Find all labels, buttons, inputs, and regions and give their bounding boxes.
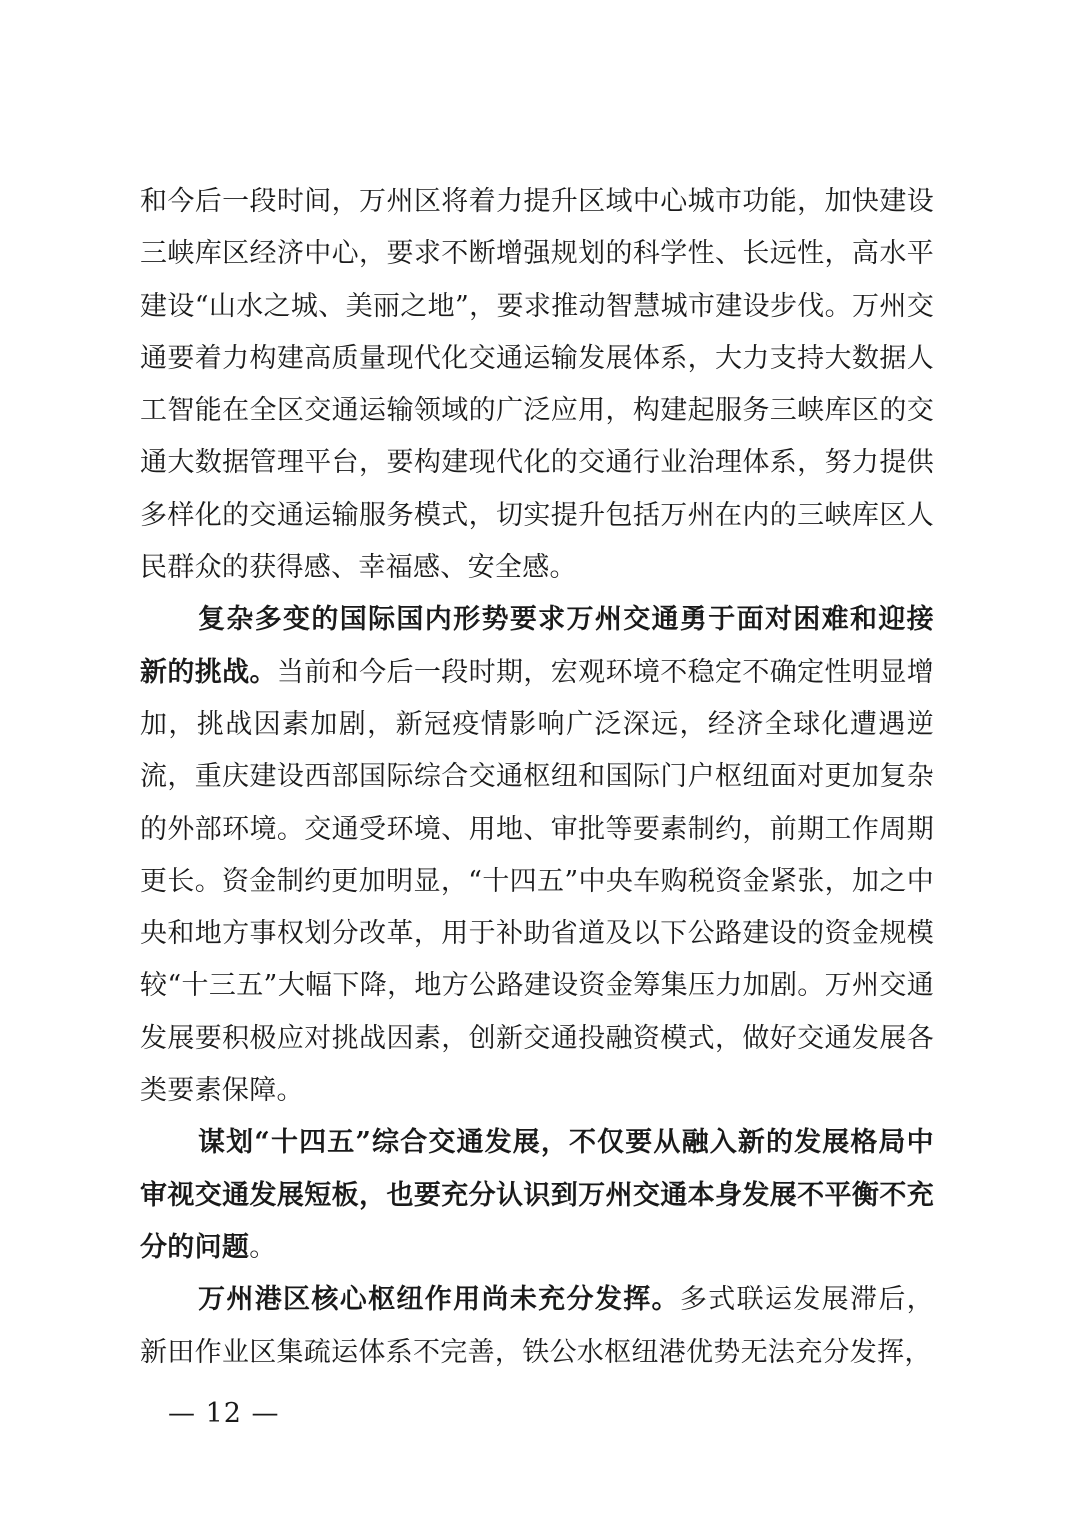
paragraph-text: 多式联运发展滞后，新田作业区集疏运体系不完善，铁公水枢纽港优势无法充分发挥， <box>140 1284 934 1368</box>
paragraph-planning-summary <box>140 1117 934 1274</box>
paragraph-heading: 万州港区核心枢纽作用尚未充分发挥。 <box>198 1284 680 1316</box>
paragraph-text: 当前和今后一段时期，宏观环境不稳定不确定性明显增加，挑战因素加剧，新冠疫情影响广泛深远，经济全球化遭遇逆流，重庆建设西部国际综合交通枢纽和国际门户枢纽面对更加复杂的外部环境。交通受环境、用地、审批等要素制约，前期工作周期更长。资金制约更加明显，“十四五”中央车购税资金紧张，加之中央和地方事权划分改革，用于补助省道及以下公路建设的资金规模较“十三五”大幅下降，地方公路建设资金筹集压力加剧。万州交通发展要积极应对挑战因素，创新交通投融资模式，做好交通发展各类要素保障。 <box>140 656 935 1107</box>
paragraph-heading: 复杂多变的国际国内形势要求万州交通勇于面对困难和迎接新的挑战。 <box>140 604 934 688</box>
paragraph-international-situation <box>140 594 934 1117</box>
paragraph-continuation <box>140 176 934 594</box>
paragraph-text: 和今后一段时间，万州区将着力提升区域中心城市功能，加快建设三峡库区经济中心，要求不断增强规划的科学性、长远性，高水平建设“山水之城、美丽之地”，要求推动智慧城市建设步伐。万州交通要着力构建高质量现代化交通运输发展体系，大力支持大数据人工智能在全区交通运输领域的广泛应用，构建起服务三峡库区的交通大数据管理平台，要构建现代化的交通行业治理体系，努力提供多样化的交通运输服务模式，切实提升包括万州在内的三峡库区人民群众的获得感、幸福感、安全感。 <box>140 186 934 584</box>
paragraph-port-hub <box>140 1274 934 1379</box>
page-number: — 12 — <box>168 1398 280 1429</box>
paragraph-text: 。 <box>249 1231 277 1263</box>
paragraph-heading: 谋划“十四五”综合交通发展，不仅要从融入新的发展格局中审视交通发展短板，也要充分认识到万州交通本身发展不平衡不充分的问题 <box>140 1127 934 1263</box>
document-body <box>140 176 934 1379</box>
